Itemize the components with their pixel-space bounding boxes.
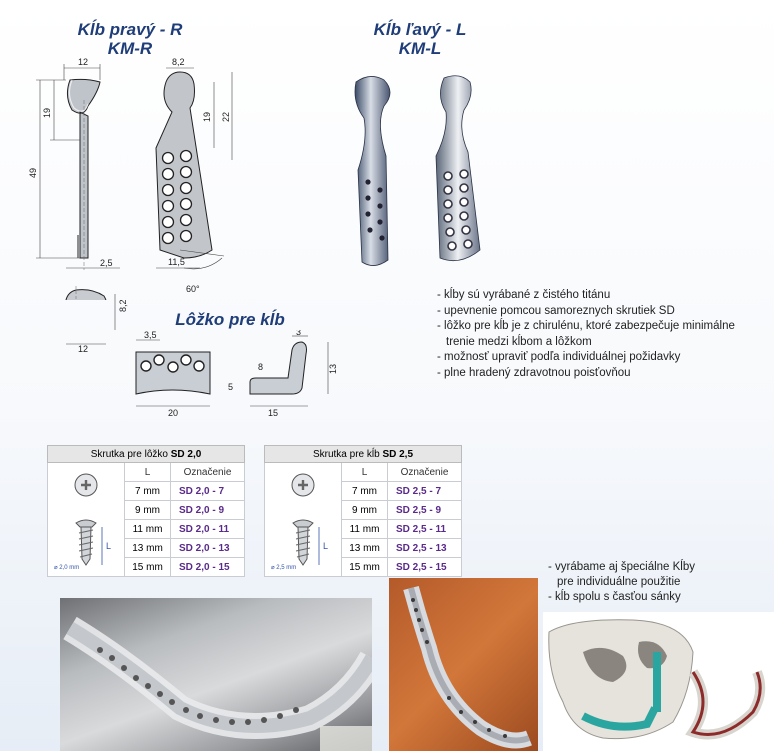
- svg-text:L: L: [323, 541, 329, 551]
- photo-bent-plate: [389, 578, 538, 751]
- feature-item: - plne hradený zdravotnou poisťovňou: [437, 366, 631, 379]
- dim-side-height: 49: [28, 167, 38, 178]
- skull-model-image: [543, 612, 774, 751]
- dim-front-bottom: 11,5: [168, 257, 185, 267]
- title-right-line2: KM-R: [107, 39, 153, 58]
- joint-technical-drawing: [0, 0, 300, 300]
- cell-code: SD 2,5 - 11: [388, 520, 462, 539]
- feature-item: - možnosť upraviť podľa individuálnej požidavky: [437, 351, 681, 363]
- cell-length: 9 mm: [125, 501, 171, 520]
- cell-code: SD 2,5 - 15: [388, 558, 462, 577]
- dim-bed-hole: 3,5: [144, 330, 157, 340]
- cell-code: SD 2,0 - 11: [171, 520, 245, 539]
- feature-item: trenie medzi kĺbom a lôžkom: [446, 335, 592, 348]
- cell-length: 7 mm: [125, 482, 171, 501]
- feature-item: - kĺby sú vyrábané z čistého titánu: [437, 289, 611, 301]
- cell-code: SD 2,5 - 13: [388, 539, 462, 558]
- dim-bed-top: 3: [296, 330, 302, 337]
- left-joint-render-1: [355, 76, 390, 265]
- dim-end-height: 8,2: [118, 299, 128, 312]
- cell-code: SD 2,0 - 15: [171, 558, 245, 577]
- joint-front-view: [156, 72, 212, 258]
- cell-code: SD 2,5 - 7: [388, 482, 462, 501]
- dim-side-upper: 19: [42, 107, 52, 118]
- col-l-header: L: [125, 463, 171, 482]
- photo-implant-package: [60, 598, 372, 751]
- dim-front-upper: 19: [202, 111, 212, 122]
- dim-angle: 60°: [186, 284, 200, 294]
- screw-illustration: [48, 463, 125, 577]
- dim-bed-inner: 8: [258, 362, 264, 372]
- title-left-line2: KM-L: [398, 39, 442, 58]
- bent-plate-image: [389, 578, 538, 751]
- title-right-line1: Kĺb pravý - R: [77, 20, 183, 39]
- dim-front-width: 8,2: [172, 57, 185, 67]
- bed-front-view: [136, 352, 210, 394]
- dim-front-head: 22: [221, 111, 231, 122]
- dim-bed-thick: 5: [228, 382, 234, 392]
- cell-length: 11 mm: [125, 520, 171, 539]
- dim-bed-width: 20: [168, 408, 179, 418]
- features-list: [437, 288, 767, 381]
- table-caption: Skrutka pre lôžko SD 2,0: [48, 446, 245, 463]
- svg-text:L: L: [106, 541, 112, 551]
- screw-table-bed: [47, 445, 245, 577]
- svg-text:⌀ 2,5 mm: ⌀ 2,5 mm: [271, 565, 297, 571]
- left-joint-render: [340, 70, 490, 280]
- cell-code: SD 2,5 - 9: [388, 501, 462, 520]
- cell-length: 11 mm: [342, 520, 388, 539]
- screw-icon: [48, 463, 124, 573]
- cell-length: 15 mm: [342, 558, 388, 577]
- cell-length: 15 mm: [125, 558, 171, 577]
- implant-package-image: [60, 598, 372, 751]
- dim-end-width: 12: [78, 344, 89, 354]
- cell-length: 13 mm: [125, 539, 171, 558]
- special-item: - kĺb spolu s časťou sánky: [548, 591, 681, 603]
- cell-code: SD 2,0 - 7: [171, 482, 245, 501]
- col-code-header: Označenie: [171, 463, 245, 482]
- table-caption: Skrutka pre kĺb SD 2,5: [265, 446, 462, 463]
- title-bed: Lôžko pre kĺb: [175, 310, 285, 329]
- col-code-header: Označenie: [388, 463, 462, 482]
- cell-code: SD 2,0 - 13: [171, 539, 245, 558]
- title-left-line1: Kĺb ľavý - L: [373, 20, 467, 39]
- dim-bed-height: 13: [328, 363, 338, 374]
- title-left-joint: [350, 20, 490, 58]
- bed-technical-drawing: [128, 330, 368, 430]
- left-joint-render-2: [436, 76, 480, 261]
- dim-bed-profile-width: 15: [268, 408, 279, 418]
- dim-side-thick: 2,5: [100, 258, 113, 268]
- special-item: pre individuálne použitie: [557, 576, 681, 588]
- screw-table-joint: [264, 445, 462, 577]
- special-joints-list: [548, 560, 768, 605]
- feature-item: - lôžko pre kĺb je z chirulénu, ktoré zabezpečuje minimálne: [437, 320, 735, 332]
- screw-icon: [265, 463, 341, 573]
- feature-item: - upevnenie pomcou samoreznych skrutiek SD: [437, 304, 675, 317]
- dim-side-width: 12: [78, 57, 89, 67]
- cell-length: 9 mm: [342, 501, 388, 520]
- col-l-header: L: [342, 463, 388, 482]
- screw-illustration: [265, 463, 342, 577]
- svg-text:⌀ 2,0 mm: ⌀ 2,0 mm: [54, 565, 80, 571]
- cell-length: 13 mm: [342, 539, 388, 558]
- photo-skull-model: [543, 612, 774, 751]
- cell-code: SD 2,0 - 9: [171, 501, 245, 520]
- cell-length: 7 mm: [342, 482, 388, 501]
- special-item: - vyrábame aj špeciálne Kĺby: [548, 561, 696, 573]
